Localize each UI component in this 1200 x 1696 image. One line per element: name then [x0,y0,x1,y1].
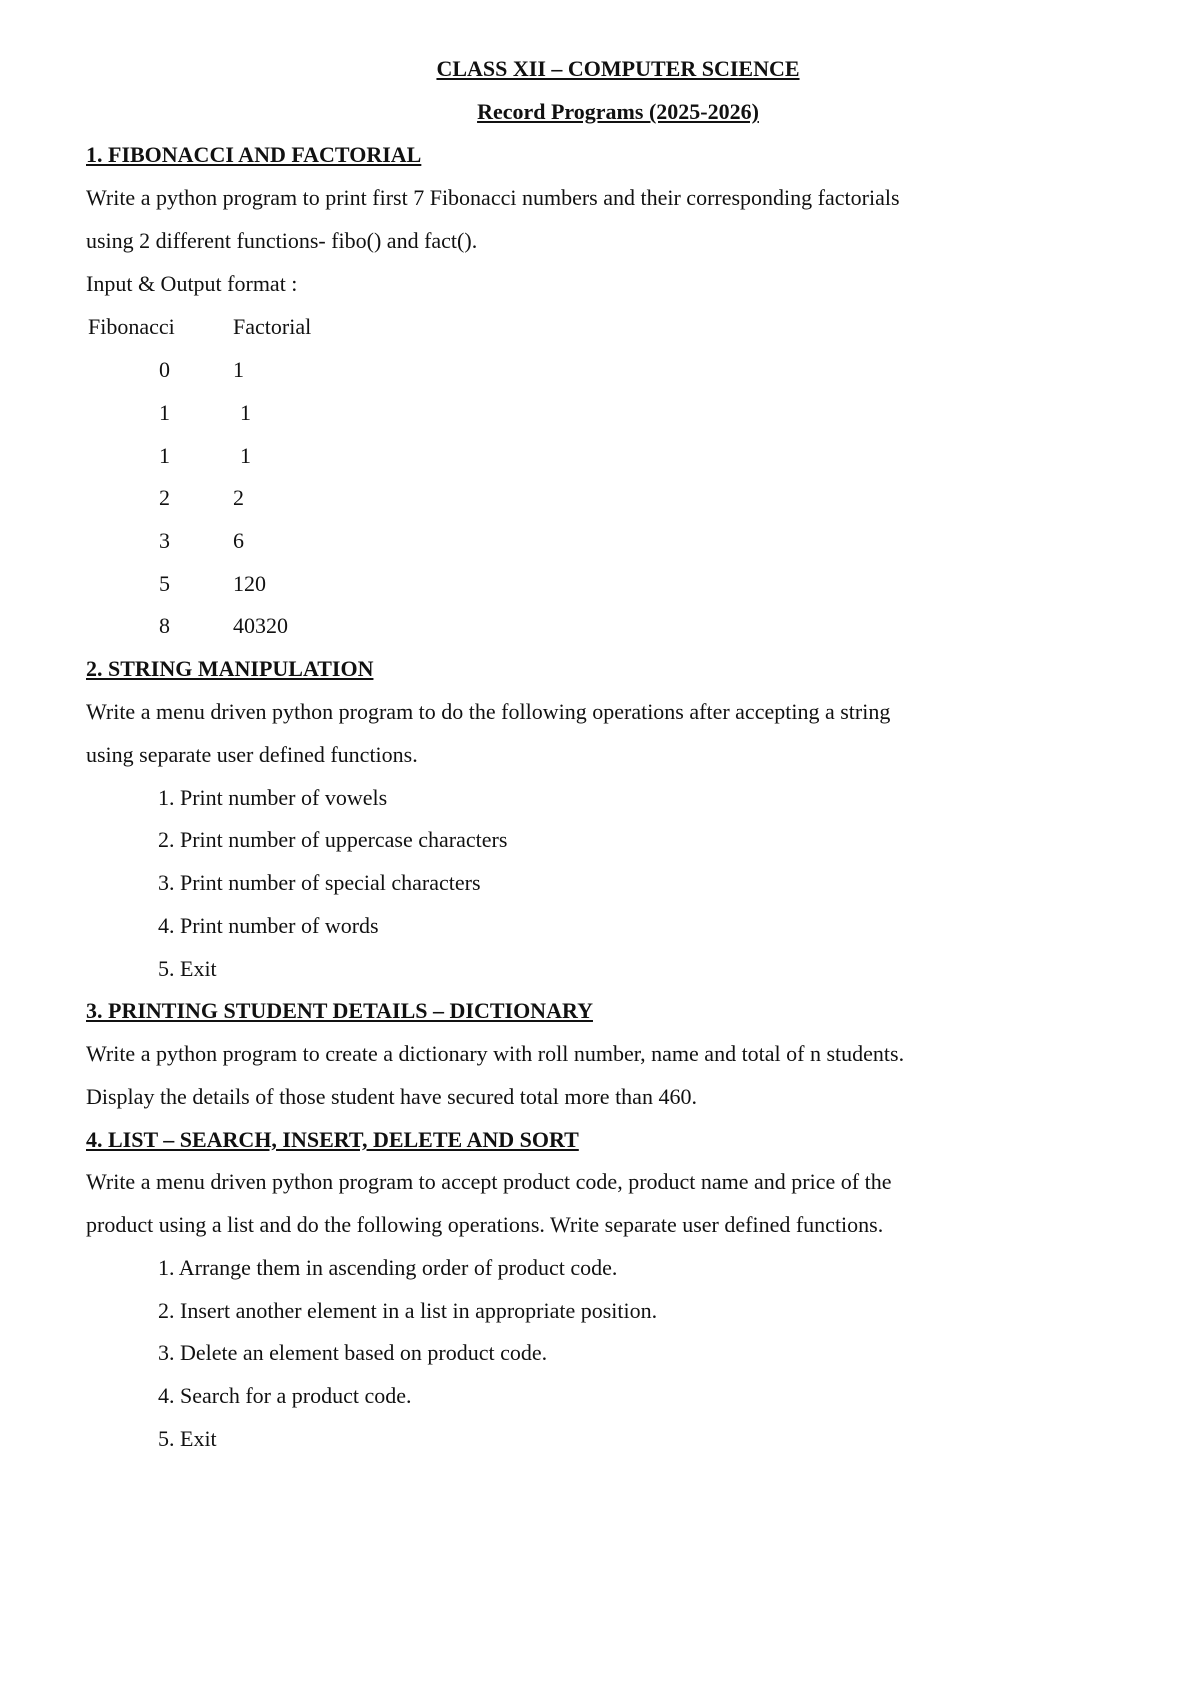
fact-value: 40320 [233,613,288,638]
fib-value: 0 [159,357,170,382]
section-1-text-line-1: Write a python program to print first 7 Fibonacci numbers and their corresponding factorials [86,185,900,210]
fib-value: 1 [159,443,170,468]
fact-value: 2 [233,485,244,510]
section-4-text-line-1: Write a menu driven python program to accept product code, product name and price of the [86,1169,892,1194]
fib-value: 8 [159,613,170,638]
section-4-text-line-2: product using a list and do the following operations. Write separate user defined functions. [86,1212,884,1237]
list-item: 5. Exit [158,1426,217,1451]
list-item: 4. Search for a product code. [158,1383,412,1408]
fact-value: 1 [240,443,251,468]
list-item: 3. Delete an element based on product code. [158,1340,548,1365]
section-4-heading: 4. LIST – SEARCH, INSERT, DELETE AND SORT [86,1127,579,1152]
list-item: 5. Exit [158,956,217,981]
list-item: 1. Print number of vowels [158,785,388,810]
section-2-text-line-2: using separate user defined functions. [86,742,418,767]
section-2-text-line-1: Write a menu driven python program to do the following operations after accepting a string [86,699,891,724]
table-header-factorial: Factorial [233,314,312,339]
document-subtitle: Record Programs (2025-2026) [477,99,759,124]
section-2-heading: 2. STRING MANIPULATION [86,656,374,681]
section-1-heading: 1. FIBONACCI AND FACTORIAL [86,142,422,167]
section-1-text-line-2: using 2 different functions- fibo() and fact(). [86,228,478,253]
fib-value: 3 [159,528,170,553]
list-item: 1. Arrange them in ascending order of product code. [158,1255,618,1280]
list-item: 4. Print number of words [158,913,379,938]
fib-value: 5 [159,571,170,596]
fib-value: 1 [159,400,170,425]
io-format-label: Input & Output format : [86,271,298,296]
fact-value: 1 [233,357,244,382]
list-item: 2. Insert another element in a list in appropriate position. [158,1298,658,1323]
fact-value: 6 [233,528,244,553]
fact-value: 1 [240,400,251,425]
table-header-fibonacci: Fibonacci [88,314,175,339]
section-3-heading: 3. PRINTING STUDENT DETAILS – DICTIONARY [86,998,593,1023]
list-item: 2. Print number of uppercase characters [158,827,508,852]
section-3-text-line-1: Write a python program to create a dictionary with roll number, name and total of n students. [86,1041,905,1066]
fib-value: 2 [159,485,170,510]
list-item: 3. Print number of special characters [158,870,481,895]
fact-value: 120 [233,571,266,596]
section-3-text-line-2: Display the details of those student have secured total more than 460. [86,1084,697,1109]
document-title: CLASS XII – COMPUTER SCIENCE [436,56,800,81]
